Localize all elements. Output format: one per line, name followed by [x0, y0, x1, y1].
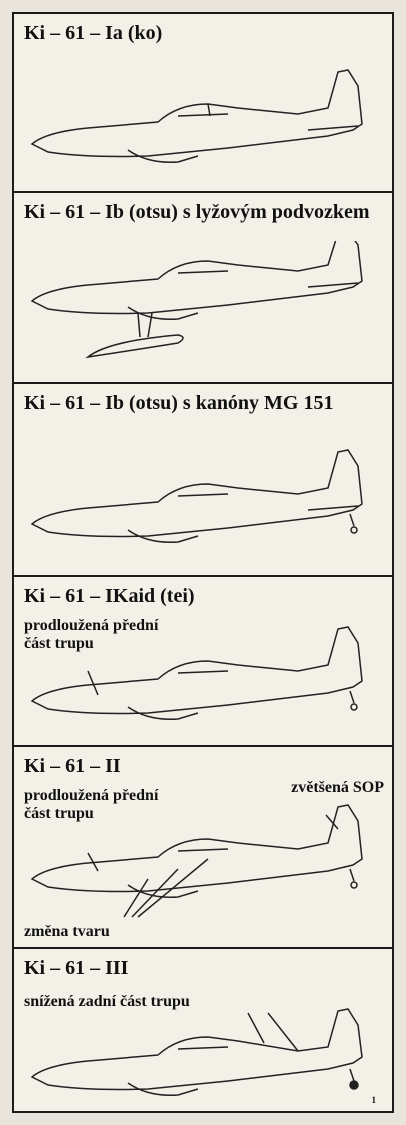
panel-title: Ki – 61 – IKaid (tei) — [24, 585, 195, 607]
panel-title: Ki – 61 – Ib (otsu) s lyžovým podvozkem — [24, 201, 370, 223]
panel-ki61-iii — [14, 949, 392, 1115]
panel-title: Ki – 61 – Ib (otsu) s kanóny MG 151 — [24, 392, 334, 414]
annotation-extended-nose: prodloužená přední část trupu — [24, 787, 159, 822]
annotation-shape-change: změna tvaru — [24, 923, 110, 940]
aircraft-side-profile-icon — [28, 444, 382, 564]
annotation-lowered-rear-fuselage: snížená zadní část trupu — [24, 993, 190, 1010]
annotation-extended-nose: prodloužená přední část trupu — [24, 617, 159, 652]
profile-sheet — [12, 12, 394, 1113]
panel-title: Ki – 61 – II — [24, 755, 121, 777]
aircraft-side-profile-icon — [28, 997, 382, 1117]
panel-ki61-ib-mg151 — [14, 384, 392, 577]
panel-title: Ki – 61 – Ia (ko) — [24, 22, 163, 44]
panel-ki61-ia — [14, 14, 392, 193]
panel-ki61-ib-ski — [14, 193, 392, 384]
aircraft-side-profile-icon — [28, 799, 382, 919]
aircraft-side-profile-icon — [28, 241, 382, 361]
panel-ki61-ikaid — [14, 577, 392, 747]
panel-ki61-ii — [14, 747, 392, 949]
aircraft-side-profile-icon — [28, 64, 382, 184]
panel-title: Ki – 61 – III — [24, 957, 129, 979]
annotation-enlarged-fin: zvětšená SOP — [291, 779, 384, 796]
aircraft-side-profile-icon — [28, 621, 382, 741]
page-number: 1 — [371, 1095, 376, 1105]
